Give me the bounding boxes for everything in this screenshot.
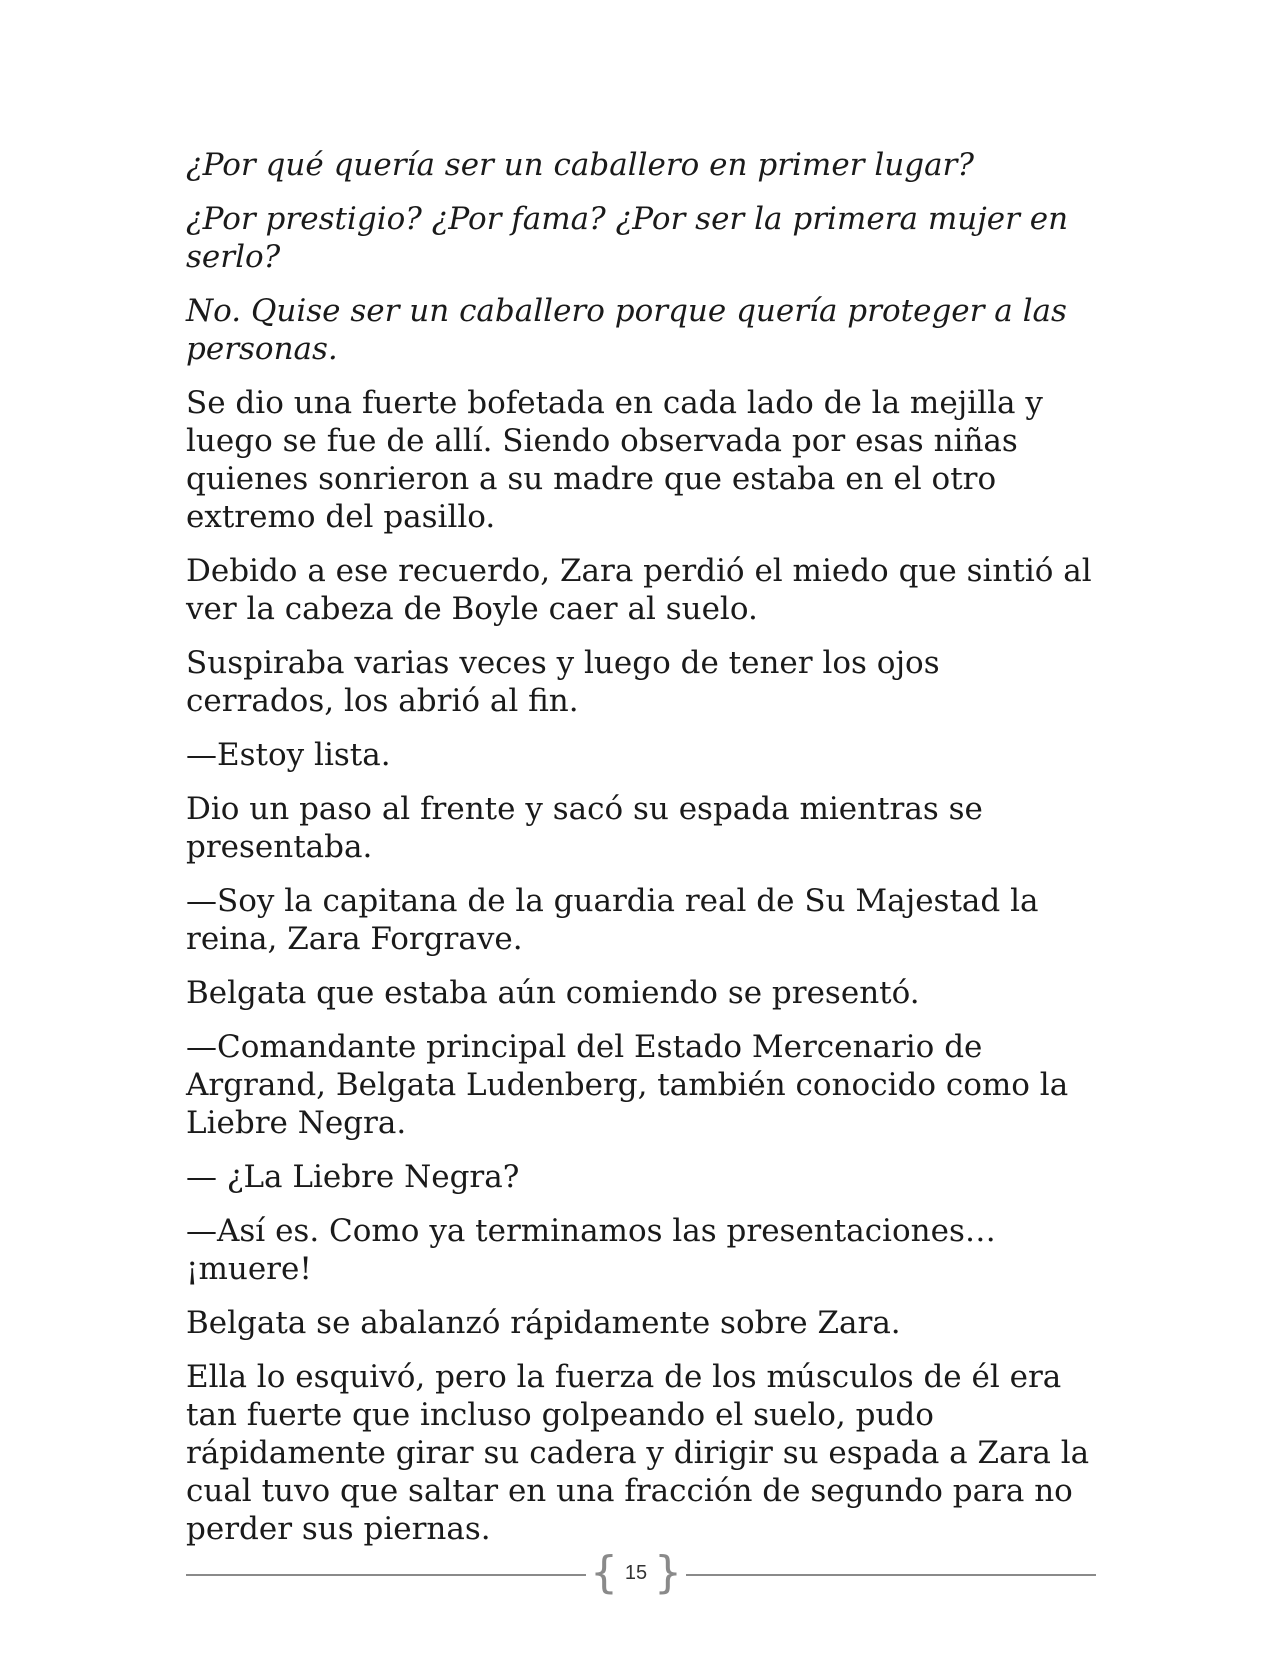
paragraph-3: No. Quise ser un caballero porque quería proteger a las personas. bbox=[186, 293, 1067, 367]
paragraph-14: Belgata se abalanzó rápidamente sobre Zara. bbox=[186, 1305, 901, 1341]
paragraph-9: —Soy la capitana de la guardia real de Su Majestad la reina, Zara Forgrave. bbox=[186, 883, 1039, 957]
paragraph-12: — ¿La Liebre Negra? bbox=[186, 1159, 520, 1195]
page-number: 15 bbox=[624, 1562, 648, 1584]
paragraph-8: Dio un paso al frente y sacó su espada mientras se presentaba. bbox=[186, 791, 983, 865]
right-brace-icon: } bbox=[654, 1547, 682, 1598]
paragraph-13: —Así es. Como ya terminamos las presentaciones… ¡muere! bbox=[186, 1213, 996, 1287]
paragraph-1: ¿Por qué quería ser un caballero en primer lugar? bbox=[186, 147, 974, 183]
footer-rule-left bbox=[186, 1574, 586, 1576]
paragraph-15: Ella lo esquivó, pero la fuerza de los músculos de él era tan fuerte que incluso golpeando el suelo, pudo rápidamente girar su cadera y dirigir su espada a Zara la cual tuvo que saltar en una fracción de segundo para no perder sus piernas. bbox=[186, 1359, 1090, 1547]
page-number-frame bbox=[590, 1545, 682, 1605]
paragraph-11: —Comandante principal del Estado Mercenario de Argrand, Belgata Ludenberg, también conocido como la Liebre Negra. bbox=[186, 1029, 1069, 1141]
paragraph-2: ¿Por prestigio? ¿Por fama? ¿Por ser la primera mujer en serlo? bbox=[186, 201, 1069, 275]
paragraph-10: Belgata que estaba aún comiendo se presentó. bbox=[186, 975, 920, 1011]
paragraph-4: Se dio una fuerte bofetada en cada lado de la mejilla y luego se fue de allí. Siendo observada por esas niñas quienes sonrieron a su madre que estaba en el otro extremo del pasillo. bbox=[186, 385, 1043, 535]
paragraph-5: Debido a ese recuerdo, Zara perdió el miedo que sintió al ver la cabeza de Boyle caer al suelo. bbox=[186, 553, 1092, 627]
body-text bbox=[186, 146, 1096, 1564]
left-brace-icon: { bbox=[590, 1547, 618, 1598]
page-footer bbox=[186, 1545, 1096, 1605]
paragraph-6: Suspiraba varias veces y luego de tener los ojos cerrados, los abrió al fin. bbox=[186, 645, 940, 719]
footer-rule-right bbox=[686, 1574, 1096, 1576]
paragraph-7: —Estoy lista. bbox=[186, 737, 391, 773]
